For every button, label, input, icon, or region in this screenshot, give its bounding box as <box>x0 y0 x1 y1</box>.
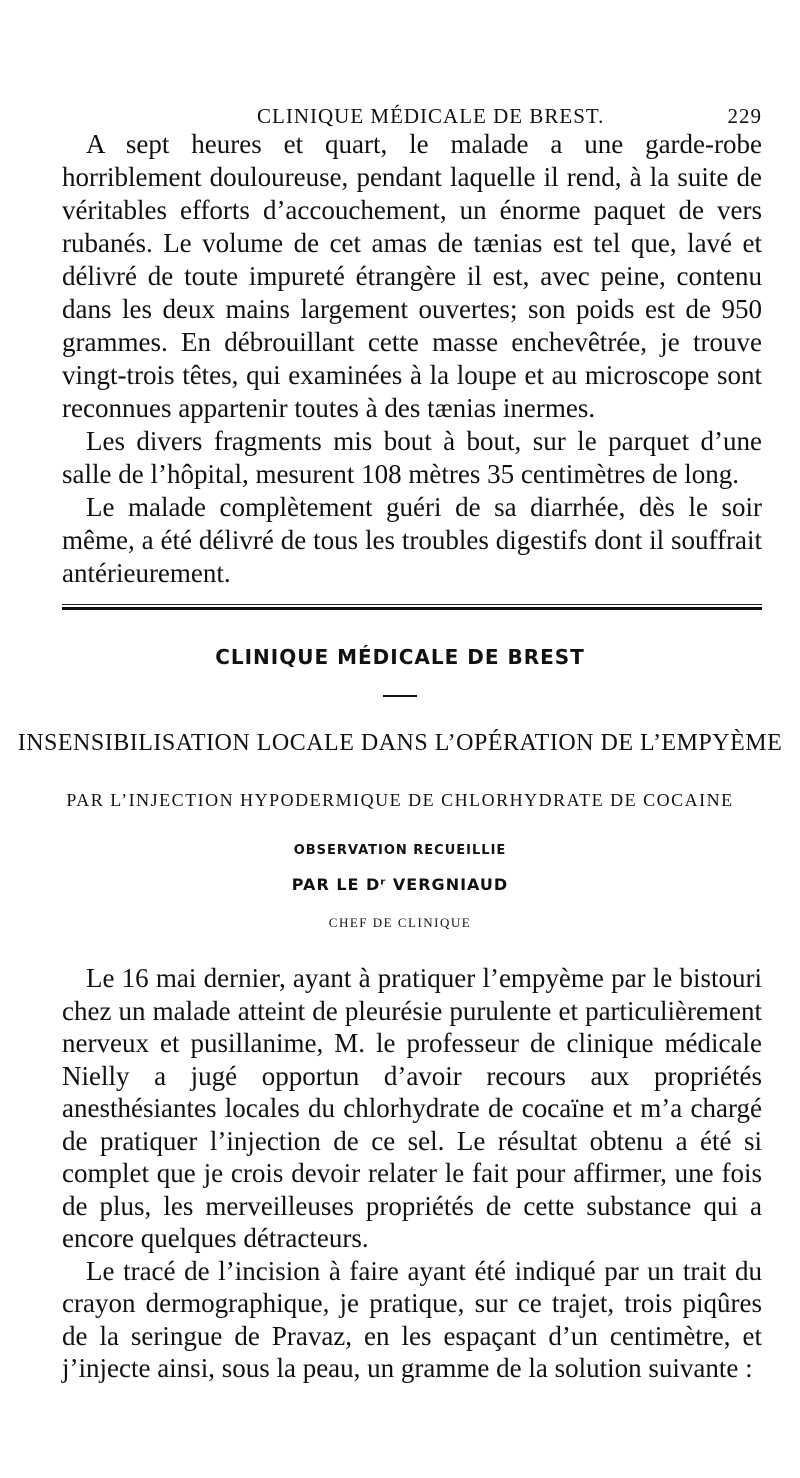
title-separator <box>383 695 417 697</box>
running-title: CLINIQUE MÉDICALE DE BREST. <box>257 104 605 128</box>
author-role: CHEF DE CLINIQUE <box>328 915 472 930</box>
page-number: 229 <box>727 104 762 128</box>
section-title: CLINIQUE MÉDICALE DE BREST <box>215 645 585 669</box>
observation-note: OBSERVATION RECUEILLIE <box>293 843 507 858</box>
paragraph: Les divers fragments mis bout à bout, sur le parquet d’une salle de l’hôpital, mesurent 108 mètres 35 centimètres de long. <box>62 426 762 489</box>
article-subtitle: PAR L’INJECTION HYPODERMIQUE DE CHLORHYDRATE DE COCAINE <box>66 790 734 810</box>
paragraph: A sept heures et quart, le malade a une garde-robe horriblement douloureuse, pendant laquelle il rend, à la suite de véritables efforts d’accouchement, un énorme paquet de vers rubanés. Le volume de cet amas de tænias est tel que, lavé et délivré de toute impureté étrangère il est, avec peine, contenu dans les deux mains largement ouvertes; son poids est de 950 grammes. En débrouillant cette masse enchevêtrée, je trouve vingt-trois têtes, qui examinées à la loupe et au microscope sont reconnues appartenir toutes à des tænias inermes. <box>62 129 762 423</box>
previous-article-text <box>62 128 762 590</box>
section-divider-thin <box>62 604 762 605</box>
article-body <box>62 962 762 1385</box>
paragraph: Le 16 mai dernier, ayant à pratiquer l’empyème par le bistouri chez un malade atteint de pleurésie purulente et particulièrement nerveux et pusillanime, M. le professeur de clinique médicale Nielly a jugé opportun d’avoir recours aux propriétés anesthésiantes locales du chlorhydrate de cocaïne et m’a chargé de pratiquer l’injection de ce sel. Le résultat obtenu a été si complet que je crois devoir relater le fait pour affirmer, une fois de plus, les merveilleuses propriétés de cette substance qui a encore quelques détracteurs. <box>62 963 762 1253</box>
author-byline: PAR LE Dʳ VERGNIAUD <box>291 875 509 894</box>
article-title: INSENSIBILISATION LOCALE DANS L’OPÉRATION DE L’EMPYÈME <box>17 730 783 756</box>
section-divider-thick <box>62 607 762 610</box>
paragraph: Le malade complètement guéri de sa diarrhée, dès le soir même, a été délivré de tous les troubles digestifs dont il souffrait antérieurement. <box>62 492 762 588</box>
paragraph: Le tracé de l’incision à faire ayant été indiqué par un trait du crayon dermographique, je pratique, sur ce trajet, trois piqûres de la seringue de Pravaz, en les espaçant d’un centimètre, et j’injecte ainsi, sous la peau, un gramme de la solution suivante : <box>62 1255 762 1383</box>
